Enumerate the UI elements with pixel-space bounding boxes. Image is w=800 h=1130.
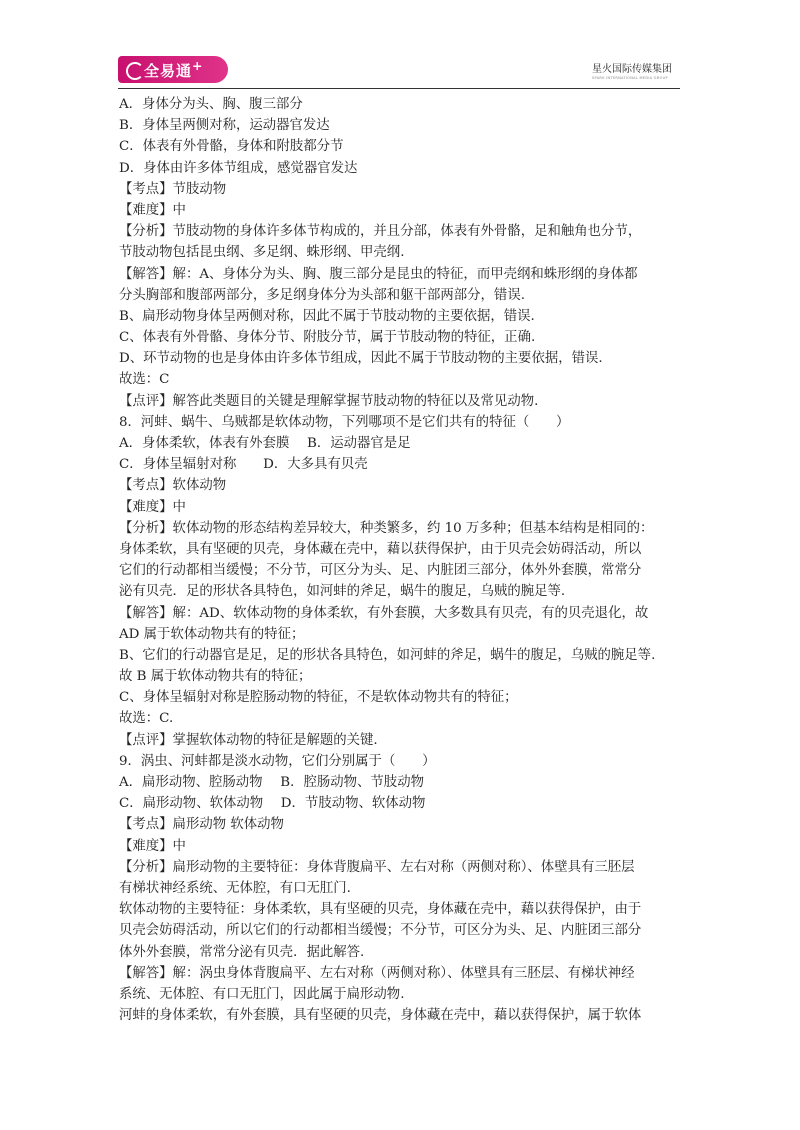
text-line: C．扁形动物、软体动物 D．节肢动物、软体动物 — [119, 796, 426, 812]
text-line: C、体表有外骨骼、身体分节、附肢分节，属于节肢动物的特征，正确. — [119, 330, 536, 346]
text-line: 故 B 属于软体动物共有的特征； — [119, 669, 312, 685]
text-line: 它们的行动都相当缓慢；不分节，可区分为头、足、内脏团三部分，体外外套膜，常常分 — [119, 563, 642, 579]
text-line: 【难度】中 — [119, 838, 186, 854]
brand-logo — [118, 56, 228, 83]
company-name: 星火国际传媒集团 — [592, 64, 672, 75]
text-line: 泌有贝壳．足的形状各具特色，如河蚌的斧足，蜗牛的腹足，乌贼的腕足等. — [119, 584, 566, 600]
logo-swirl-icon — [126, 62, 144, 80]
text-line: C．体表有外骨骼，身体和附肢都分节 — [119, 139, 344, 155]
text-line: 【难度】中 — [119, 202, 186, 218]
text-line: 【分析】扁形动物的主要特征：身体背腹扁平、左右对称（两侧对称）、体壁具有三胚层 — [119, 859, 635, 875]
document-body — [119, 94, 689, 1026]
company-subtitle: SPARK INTERNATIONAL MEDIA GROUP — [592, 76, 668, 80]
text-line: 身体柔软，具有坚硬的贝壳，身体藏在壳中，藉以获得保护，由于贝壳会妨碍活动，所以 — [119, 541, 642, 557]
text-line: AD 属于软体动物共有的特征； — [119, 626, 305, 642]
text-line: 【解答】解：A、身体分为头、胸、腹三部分是昆虫的特征，而甲壳纲和蛛形纲的身体都 — [119, 266, 638, 282]
text-line: 【考点】扁形动物 软体动物 — [119, 817, 284, 833]
header-divider — [118, 88, 680, 89]
text-line: 【解答】解：AD、软体动物的身体柔软，有外套膜，大多数具有贝壳，有的贝壳退化，故 — [119, 605, 649, 621]
text-line: D．身体由许多体节组成，感觉器官发达 — [119, 160, 358, 176]
text-line: 9．涡虫、河蚌都是淡水动物，它们分别属于（ ） — [119, 753, 436, 769]
text-line: 8．河蚌、蜗牛、乌贼都是软体动物，下列哪项不是它们共有的特征（ ） — [119, 414, 570, 430]
text-line: 【解答】解：涡虫身体背腹扁平、左右对称（两侧对称）、体壁具有三胚层、有梯状神经 — [119, 965, 635, 981]
text-line: 【考点】软体动物 — [119, 478, 227, 494]
text-line: D、环节动物的也是身体由许多体节组成，因此不属于节肢动物的主要依据，错误. — [119, 351, 603, 367]
logo-text: 全易通+ — [144, 58, 204, 80]
text-line: B．身体呈两侧对称，运动器官发达 — [119, 118, 330, 134]
text-line: 贝壳会妨碍活动，所以它们的行动都相当缓慢；不分节，可区分为头、足、内脏团三部分 — [119, 923, 642, 939]
text-line: 软体动物的主要特征：身体柔软，具有坚硬的贝壳，身体藏在壳中，藉以获得保护，由于 — [119, 902, 642, 918]
text-line: 有梯状神经系统、无体腔，有口无肛门. — [119, 880, 351, 896]
text-line: 【难度】中 — [119, 499, 186, 515]
company-block — [592, 60, 672, 80]
page-header — [118, 56, 680, 88]
text-line: 系统、无体腔、有口无肛门，因此属于扁形动物. — [119, 986, 405, 1002]
text-line: B、扁形动物身体呈两侧对称，因此不属于节肢动物的主要依据，错误. — [119, 308, 535, 324]
text-line: 河蚌的身体柔软，有外套膜，具有坚硬的贝壳，身体藏在壳中，藉以获得保护，属于软体 — [119, 1008, 642, 1024]
text-line: 体外外套膜，常常分泌有贝壳．据此解答. — [119, 944, 365, 960]
text-line: C、身体呈辐射对称是腔肠动物的特征，不是软体动物共有的特征； — [119, 690, 518, 706]
text-line: 【分析】节肢动物的身体许多体节构成的，并且分部，体表有外骨骼，足和触角也分节， — [119, 224, 642, 240]
text-line: 【点评】解答此类题目的关键是理解掌握节肢动物的特征以及常见动物. — [119, 393, 539, 409]
text-line: 分头胸部和腹部两部分，多足纲身体分为头部和躯干部两部分，错误. — [119, 287, 525, 303]
text-line: 故选：C. — [119, 711, 174, 727]
text-line: C．身体呈辐射对称 D．大多具有贝壳 — [119, 457, 368, 473]
text-line: A．扁形动物、腔肠动物 B．腔肠动物、节肢动物 — [119, 775, 424, 790]
text-line: B、它们的行动器官是足，足的形状各具特色，如河蚌的斧足，蜗牛的腹足，乌贼的腕足等. — [119, 647, 656, 663]
text-line: 【考点】节肢动物 — [119, 181, 227, 197]
text-line: 节肢动物包括昆虫纲、多足纲、蛛形纲、甲壳纲. — [119, 245, 405, 261]
text-line: A．身体柔软，体表有外套膜 B．运动器官是足 — [119, 436, 411, 451]
text-line: 故选：C — [119, 372, 170, 388]
text-line: 【分析】软体动物的形态结构差异较大，种类繁多，约 10 万多种；但基本结构是相同的： — [119, 520, 654, 536]
text-line: 【点评】掌握软体动物的特征是解题的关键. — [119, 732, 378, 748]
text-line: A．身体分为头、胸、腹三部分 — [119, 97, 303, 112]
